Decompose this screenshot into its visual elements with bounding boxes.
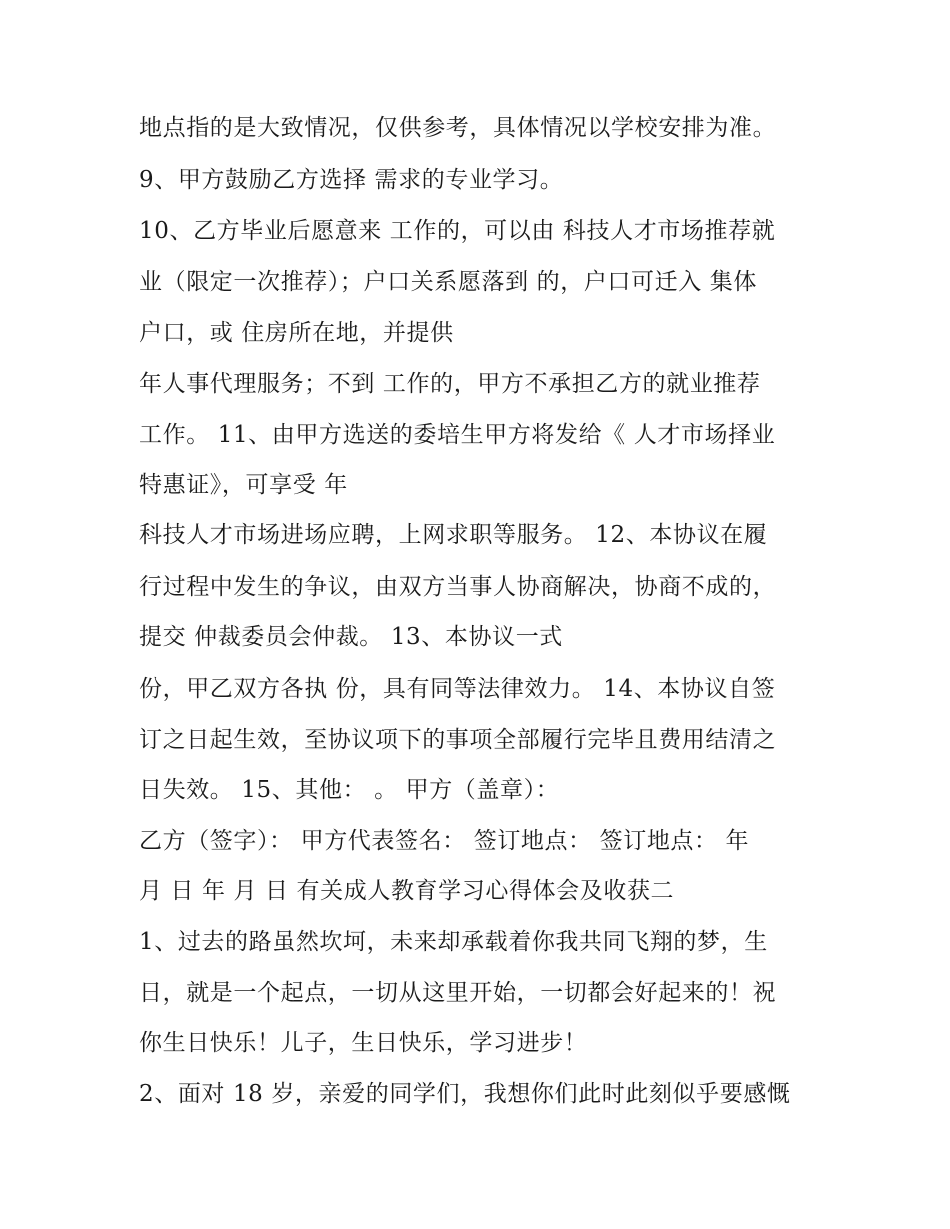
text-line: 10、乙方毕业后愿意来 工作的，可以由 科技人才市场推荐就 (139, 218, 776, 244)
text-line: 2、面对 18 岁，亲爱的同学们，我想你们此时此刻似乎要感慨 (139, 1081, 791, 1107)
text-line: 日失效。 15、其他： 。 甲方（盖章）： (139, 777, 560, 803)
text-line: 户口，或 住房所在地，并提供 (139, 320, 454, 346)
text-line: 提交 仲裁委员会仲裁。 13、本协议一式 (139, 624, 563, 650)
text-line: 地点指的是大致情况，仅供参考，具体情况以学校安排为准。 (139, 115, 777, 141)
text-line: 日，就是一个起点，一切从这里开始，一切都会好起来的！祝 (139, 980, 777, 1006)
text-line: 乙方（签字）： 甲方代表签名： 签订地点： 签订地点： 年 (139, 828, 750, 854)
text-line: 特惠证》，可享受 年 (139, 472, 348, 498)
text-line: 月 日 年 月 日 有关成人教育学习心得体会及收获二 (139, 878, 675, 904)
text-line: 业（限定一次推荐）；户口关系愿落到 的，户口可迁入 集体 (139, 269, 757, 295)
text-line: 1、过去的路虽然坎坷，未来却承载着你我共同飞翔的梦，生 (139, 929, 768, 955)
text-line: 订之日起生效，至协议项下的事项全部履行完毕且费用结清之 (139, 727, 777, 753)
text-line: 9、甲方鼓励乙方选择 需求的专业学习。 (139, 167, 564, 193)
text-line: 年人事代理服务；不到 工作的，甲方不承担乙方的就业推荐 (139, 371, 761, 397)
text-line: 份，甲乙双方各执 份，具有同等法律效力。 14、本协议自签 (139, 676, 776, 702)
text-line: 行过程中发生的争议，由双方当事人协商解决，协商不成的， (139, 574, 777, 600)
text-line: 你生日快乐！儿子，生日快乐，学习进步！ (139, 1030, 588, 1056)
text-line: 工作。 11、由甲方选送的委培生甲方将发给《 人才市场择业 (139, 422, 776, 448)
text-line: 科技人才市场进场应聘，上网求职等服务。 12、本协议在履 (139, 522, 768, 548)
